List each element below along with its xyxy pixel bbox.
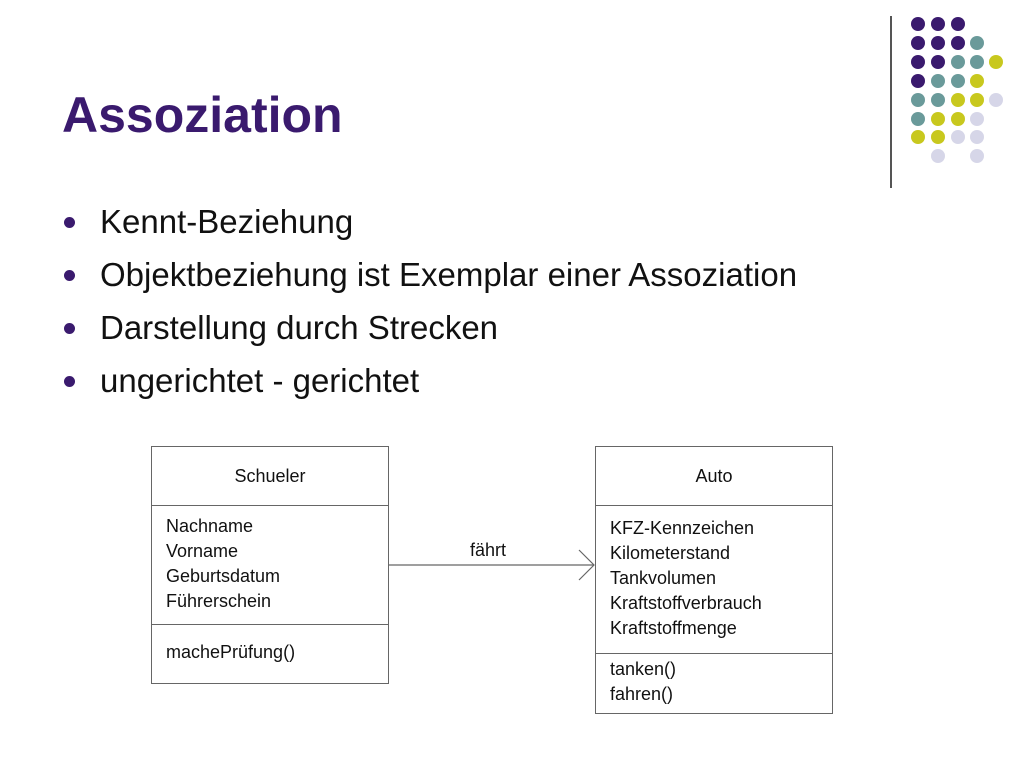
decor-dot: [951, 74, 965, 88]
decor-dot: [989, 55, 1003, 69]
bullet-dot-icon: [64, 323, 75, 334]
decor-dot: [911, 93, 925, 107]
uml-class-name: Auto: [596, 447, 832, 506]
decor-dot: [911, 112, 925, 126]
decor-dot: [931, 93, 945, 107]
decor-dot: [970, 112, 984, 126]
uml-attribute: Nachname: [166, 516, 254, 536]
decor-dot: [931, 74, 945, 88]
uml-class-auto: [595, 446, 833, 714]
uml-attribute: Vorname: [166, 541, 239, 561]
bullet-dot-icon: [64, 376, 75, 387]
uml-attributes-section: [152, 506, 388, 625]
bullet-item: [62, 359, 797, 412]
uml-operations-section: [596, 654, 832, 707]
decor-dot: [951, 93, 965, 107]
uml-attributes-section: [596, 506, 832, 654]
uml-attribute: Kraftstoffmenge: [610, 618, 737, 638]
bullet-text: Objektbeziehung ist Exemplar einer Assoziation: [100, 256, 798, 293]
decor-dot: [931, 36, 945, 50]
bullet-dot-icon: [64, 217, 75, 228]
bullet-item: [62, 200, 797, 253]
bullet-item: [62, 253, 797, 306]
decor-dot: [989, 93, 1003, 107]
association-label: fährt: [470, 540, 507, 560]
uml-attribute: Geburtsdatum: [166, 566, 281, 586]
bullet-text: Kennt-Beziehung: [100, 203, 354, 240]
decor-dot: [970, 149, 984, 163]
bullet-text: ungerichtet - gerichtet: [100, 362, 420, 399]
decor-dot: [931, 17, 945, 31]
decor-dot: [970, 55, 984, 69]
uml-attribute: KFZ-Kennzeichen: [610, 518, 755, 538]
association-arrowhead-icon: [579, 550, 594, 580]
decor-dot: [951, 112, 965, 126]
uml-attribute: Führerschein: [166, 591, 272, 611]
uml-class-name: Schueler: [152, 447, 388, 506]
decor-dot: [931, 112, 945, 126]
decor-dot: [951, 130, 965, 144]
uml-operation: fahren(): [610, 684, 674, 704]
uml-operation: tanken(): [610, 659, 677, 679]
bullet-text: Darstellung durch Strecken: [100, 309, 499, 346]
decor-dot: [931, 149, 945, 163]
uml-operations-section: [152, 625, 388, 665]
decor-dot: [951, 36, 965, 50]
bullet-dot-icon: [64, 270, 75, 281]
uml-attribute: Tankvolumen: [610, 568, 717, 588]
bullet-item: [62, 306, 797, 359]
uml-attribute: Kilometerstand: [610, 543, 731, 563]
decor-dot: [970, 93, 984, 107]
slide-title: Assoziation: [62, 87, 343, 143]
decor-dot: [911, 36, 925, 50]
uml-operation: machePrüfung(): [166, 642, 296, 662]
decor-dot: [911, 17, 925, 31]
bullet-list: [62, 200, 797, 412]
header-divider-line: [890, 16, 892, 188]
decor-dot: [911, 130, 925, 144]
uml-attribute: Kraftstoffverbrauch: [610, 593, 762, 613]
decor-dot: [951, 55, 965, 69]
decor-dot: [911, 55, 925, 69]
uml-class-schueler: [151, 446, 389, 684]
decor-dot: [931, 55, 945, 69]
decor-dot: [970, 130, 984, 144]
decor-dot: [911, 74, 925, 88]
decor-dot: [970, 36, 984, 50]
decor-dot: [970, 74, 984, 88]
decor-dot: [951, 17, 965, 31]
decor-dot: [931, 130, 945, 144]
